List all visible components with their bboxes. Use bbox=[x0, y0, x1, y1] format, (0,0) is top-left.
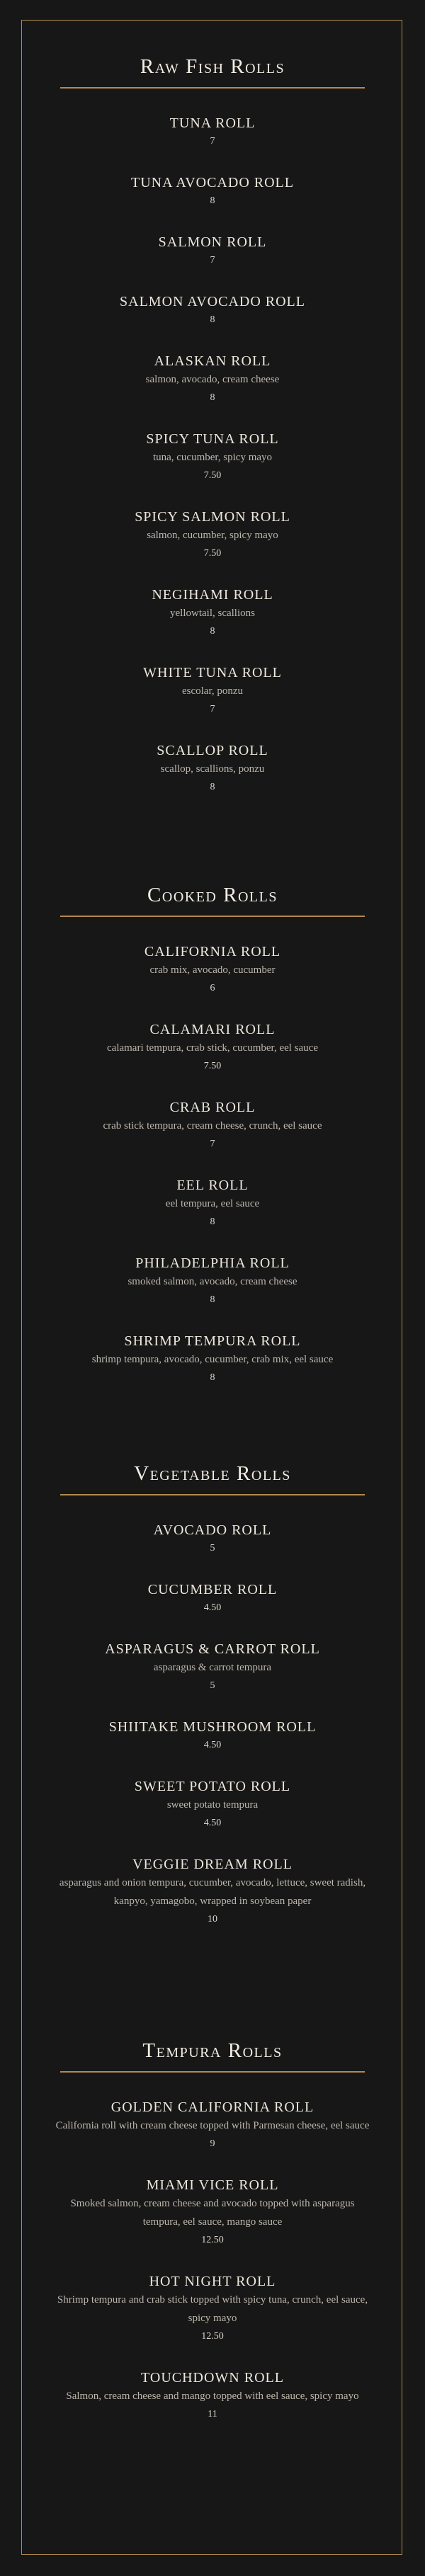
item-name: HOT NIGHT ROLL bbox=[149, 2274, 276, 2289]
section-divider bbox=[60, 916, 365, 917]
item-name: SPICY SALMON ROLL bbox=[135, 509, 290, 525]
section-title: Vegetable Rolls bbox=[134, 1462, 291, 1485]
item-price: 7 bbox=[210, 1139, 215, 1149]
section-cooked-rolls bbox=[21, 884, 404, 1410]
item-price: 8 bbox=[210, 1216, 215, 1227]
section-tempura-rolls bbox=[21, 2039, 404, 2446]
item-price: 7.50 bbox=[203, 470, 222, 481]
item-description: Smoked salmon, cream cheese and avocado topped with asparagus tempura, eel sauce, mango sauce bbox=[70, 2198, 355, 2228]
item-description: salmon, cucumber, spicy mayo bbox=[147, 530, 278, 541]
item-name: WHITE TUNA ROLL bbox=[143, 665, 282, 680]
menu-item bbox=[21, 1855, 404, 1929]
item-name: SALMON ROLL bbox=[158, 234, 267, 250]
item-name: SPICY TUNA ROLL bbox=[146, 431, 279, 447]
menu-item bbox=[21, 114, 404, 151]
item-name: TUNA AVOCADO ROLL bbox=[131, 175, 294, 190]
item-price: 9 bbox=[210, 2138, 215, 2149]
item-description: Salmon, cream cheese and mango topped with eel sauce, spicy mayo bbox=[66, 2390, 359, 2402]
item-name: MIAMI VICE ROLL bbox=[146, 2177, 279, 2193]
item-name: TOUCHDOWN ROLL bbox=[141, 2370, 284, 2386]
item-description: calamari tempura, crab stick, cucumber, eel sauce bbox=[107, 1042, 318, 1054]
item-price: 8 bbox=[210, 314, 215, 325]
item-description: yellowtail, scallions bbox=[170, 608, 255, 619]
item-description: salmon, avocado, cream cheese bbox=[145, 374, 280, 385]
item-description: Shrimp tempura and crab stick topped with spicy tuna, crunch, eel sauce, spicy mayo bbox=[57, 2294, 368, 2324]
section-divider bbox=[60, 87, 365, 89]
item-description: smoked salmon, avocado, cream cheese bbox=[128, 1276, 298, 1287]
item-price: 7 bbox=[210, 704, 215, 714]
menu-item bbox=[21, 663, 404, 719]
item-price: 12.50 bbox=[201, 2235, 224, 2245]
section-vegetable-rolls bbox=[21, 1462, 404, 1951]
menu-item bbox=[21, 233, 404, 270]
item-name: SCALLOP ROLL bbox=[157, 743, 268, 758]
item-name: EEL ROLL bbox=[176, 1178, 249, 1193]
menu-item bbox=[21, 1254, 404, 1309]
menu-item bbox=[21, 1176, 404, 1231]
section-title: Tempura Rolls bbox=[142, 2039, 283, 2062]
item-list bbox=[21, 114, 404, 797]
item-name: AVOCADO ROLL bbox=[153, 1522, 272, 1538]
item-name: PHILADELPHIA ROLL bbox=[135, 1255, 290, 1271]
item-list bbox=[21, 1521, 404, 1929]
item-name: CALIFORNIA ROLL bbox=[144, 944, 281, 959]
menu-item bbox=[21, 942, 404, 998]
item-price: 4.50 bbox=[203, 1740, 222, 1750]
item-name: TUNA ROLL bbox=[169, 115, 256, 131]
item-name: CUCUMBER ROLL bbox=[147, 1582, 278, 1597]
item-name: VEGGIE DREAM ROLL bbox=[132, 1857, 293, 1872]
item-description: scallop, scallions, ponzu bbox=[160, 763, 265, 775]
menu-item bbox=[21, 1332, 404, 1387]
menu-item bbox=[21, 586, 404, 641]
item-name: SHIITAKE MUSHROOM ROLL bbox=[108, 1719, 317, 1735]
menu-item bbox=[21, 1640, 404, 1695]
item-name: SWEET POTATO ROLL bbox=[134, 1779, 291, 1794]
item-description: crab mix, avocado, cucumber bbox=[149, 964, 276, 976]
item-description: tuna, cucumber, spicy mayo bbox=[152, 452, 273, 463]
item-price: 11 bbox=[208, 2409, 217, 2420]
item-price: 4.50 bbox=[203, 1818, 222, 1828]
item-list bbox=[21, 942, 404, 1387]
item-price: 7 bbox=[210, 255, 215, 266]
section-title: Cooked Rolls bbox=[147, 884, 278, 906]
menu-item bbox=[21, 2098, 404, 2153]
item-description: crab stick tempura, cream cheese, crunch, eel sauce bbox=[103, 1120, 322, 1132]
item-name: SHRIMP TEMPURA ROLL bbox=[124, 1333, 301, 1349]
item-description: eel tempura, eel sauce bbox=[165, 1198, 260, 1209]
item-name: CRAB ROLL bbox=[169, 1100, 256, 1115]
item-price: 7 bbox=[210, 136, 215, 147]
item-name: NEGIHAMI ROLL bbox=[152, 587, 273, 603]
item-description: sweet potato tempura bbox=[166, 1799, 259, 1811]
menu-item bbox=[21, 741, 404, 797]
menu-item bbox=[21, 2369, 404, 2424]
item-name: ALASKAN ROLL bbox=[154, 353, 271, 369]
menu-item bbox=[21, 1718, 404, 1755]
item-price: 10 bbox=[208, 1914, 217, 1925]
item-price: 8 bbox=[210, 1372, 215, 1383]
section-divider bbox=[60, 2071, 365, 2073]
item-price: 8 bbox=[210, 626, 215, 637]
menu-item bbox=[21, 1098, 404, 1153]
item-name: ASPARAGUS & CARROT ROLL bbox=[105, 1641, 320, 1657]
menu-item bbox=[21, 508, 404, 563]
item-name: CALAMARI ROLL bbox=[149, 1022, 276, 1037]
menu-item bbox=[21, 352, 404, 407]
menu-item bbox=[21, 292, 404, 329]
item-description: shrimp tempura, avocado, cucumber, crab mix, eel sauce bbox=[91, 1354, 334, 1365]
menu-item bbox=[21, 1777, 404, 1833]
section-title: Raw Fish Rolls bbox=[140, 55, 285, 78]
item-name: SALMON AVOCADO ROLL bbox=[120, 294, 305, 309]
menu-item bbox=[21, 430, 404, 485]
menu-item bbox=[21, 1521, 404, 1558]
menu-item bbox=[21, 173, 404, 210]
item-price: 5 bbox=[210, 1680, 215, 1691]
item-price: 4.50 bbox=[203, 1602, 222, 1613]
item-description: asparagus & carrot tempura bbox=[153, 1662, 272, 1673]
menu-item bbox=[21, 2272, 404, 2346]
item-price: 6 bbox=[210, 983, 215, 993]
menu-item bbox=[21, 2176, 404, 2250]
menu-item bbox=[21, 1020, 404, 1076]
item-price: 7.50 bbox=[203, 548, 222, 559]
item-price: 8 bbox=[210, 782, 215, 792]
item-price: 8 bbox=[210, 195, 215, 206]
item-price: 5 bbox=[210, 1543, 215, 1554]
item-name: GOLDEN CALIFORNIA ROLL bbox=[110, 2099, 314, 2115]
item-description: escolar, ponzu bbox=[181, 685, 244, 697]
section-divider bbox=[60, 1494, 365, 1495]
item-list bbox=[21, 2098, 404, 2424]
menu-item bbox=[21, 1580, 404, 1617]
item-price: 8 bbox=[210, 1294, 215, 1305]
item-price: 8 bbox=[210, 392, 215, 403]
item-price: 12.50 bbox=[201, 2331, 224, 2342]
item-description: asparagus and onion tempura, cucumber, avocado, lettuce, sweet radish, kanpyo, yamagobo, wrapped in soybean paper bbox=[59, 1877, 366, 1907]
section-raw-fish-rolls bbox=[21, 55, 404, 819]
item-description: California roll with cream cheese topped with Parmesan cheese, eel sauce bbox=[55, 2120, 370, 2131]
item-price: 7.50 bbox=[203, 1061, 222, 1071]
